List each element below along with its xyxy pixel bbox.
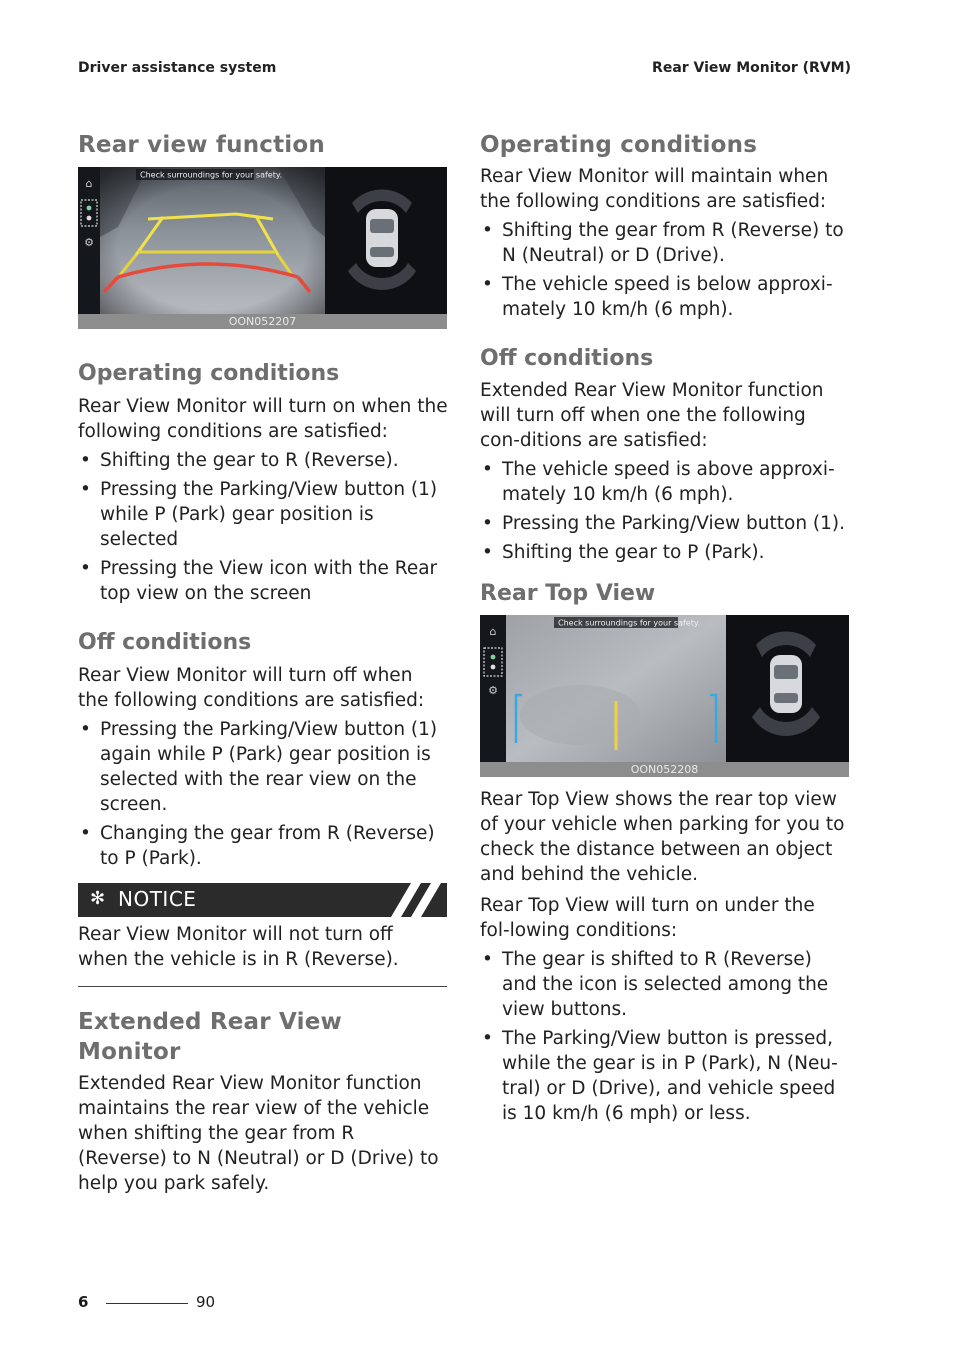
rear-view-heading: Rear view function bbox=[78, 132, 325, 158]
list-item: • The vehicle speed is below approxi-mately 10 km/h (6 mph). bbox=[482, 274, 833, 320]
section-name: Driver assistance system bbox=[78, 60, 277, 76]
running-header bbox=[78, 60, 851, 80]
operating-conditions-heading-2: Operating conditions bbox=[480, 132, 758, 158]
operating-list bbox=[78, 448, 448, 606]
off-list-2 bbox=[480, 457, 850, 565]
camera-warning-text: Check surroundings for your safety. bbox=[140, 170, 283, 180]
rear-top-view-heading: Rear Top View bbox=[480, 581, 656, 606]
section-divider bbox=[78, 986, 447, 987]
list-item: • Shifting the gear to P (Park). bbox=[482, 542, 765, 563]
operating-intro: Rear View Monitor will turn on when the following conditions are satisfied: bbox=[78, 396, 448, 442]
list-item: • Pressing the Parking/View button (1) again while P (Park) gear position is selected with the rear view on the screen. bbox=[80, 719, 438, 815]
svg-text:⌂: ⌂ bbox=[85, 177, 93, 190]
footer-rule bbox=[106, 1303, 188, 1304]
list-item: • Pressing the Parking/View button (1). bbox=[482, 513, 846, 534]
rear-top-view-figure bbox=[480, 615, 849, 777]
right-column bbox=[480, 130, 850, 1126]
off-conditions-heading: Off conditions bbox=[78, 630, 252, 655]
figure-code: OON052207 bbox=[78, 314, 447, 329]
rear-top-view-image bbox=[480, 615, 849, 777]
page-number: 90 bbox=[196, 1293, 216, 1311]
rear-view-camera-image bbox=[78, 167, 447, 329]
off-intro: Rear View Monitor will turn off when the following conditions are satisfied: bbox=[78, 665, 425, 711]
svg-text:⚙: ⚙ bbox=[84, 236, 94, 249]
rear-top-view-para-1: Rear Top View shows the rear top view of your vehicle when parking for you to check the distance between an object and behind the vehicle. bbox=[480, 789, 845, 885]
chapter-number: 6 bbox=[78, 1293, 89, 1311]
camera-warning-text-2: Check surroundings for your safety. bbox=[558, 618, 701, 628]
page-footer bbox=[78, 1293, 238, 1313]
rear-view-figure bbox=[78, 167, 447, 329]
list-item: • The gear is shifted to R (Reverse) and the icon is selected among the view buttons. bbox=[482, 949, 829, 1020]
notice-banner bbox=[78, 883, 447, 917]
extended-rvm-heading: Extended Rear View Monitor bbox=[78, 1009, 342, 1065]
rear-top-view-list bbox=[480, 947, 850, 1126]
list-item: • Changing the gear from R (Reverse) to P (Park). bbox=[80, 823, 435, 869]
operating-conditions-heading: Operating conditions bbox=[78, 361, 340, 386]
svg-text:⚙: ⚙ bbox=[488, 684, 498, 697]
list-item: • Pressing the Parking/View button (1) while P (Park) gear position is selected bbox=[80, 479, 438, 550]
notice-star-icon: ✻ bbox=[90, 888, 106, 909]
list-item: • Shifting the gear to R (Reverse). bbox=[80, 450, 399, 471]
notice-stripes-icon bbox=[377, 883, 447, 917]
rear-top-view-para-2: Rear Top View will turn on under the fol-lowing conditions: bbox=[480, 895, 815, 941]
notice-text: Rear View Monitor will not turn off when the vehicle is in R (Reverse). bbox=[78, 924, 399, 970]
off-conditions-heading-2: Off conditions bbox=[480, 346, 654, 371]
operating-list-2 bbox=[480, 218, 850, 322]
off-intro-2: Extended Rear View Monitor function will turn off when one the following con-ditions are satisfied: bbox=[480, 380, 824, 451]
figure-code-2: OON052208 bbox=[480, 762, 849, 777]
extended-rvm-text: Extended Rear View Monitor function maintains the rear view of the vehicle when shifting the gear from R (Reverse) to N (Neutral) or D (Drive) to help you park safely. bbox=[78, 1073, 439, 1194]
list-item: • Pressing the View icon with the Rear top view on the screen bbox=[80, 558, 438, 604]
operating-intro-2: Rear View Monitor will maintain when the following conditions are satisfied: bbox=[480, 166, 829, 212]
left-column bbox=[78, 130, 448, 1196]
svg-text:⌂: ⌂ bbox=[489, 625, 497, 638]
off-list bbox=[78, 717, 448, 871]
list-item: • Shifting the gear from R (Reverse) to N (Neutral) or D (Drive). bbox=[482, 220, 844, 266]
notice-label: NOTICE bbox=[118, 887, 197, 911]
chapter-name: Rear View Monitor (RVM) bbox=[652, 60, 851, 76]
list-item: • The vehicle speed is above approxi-mately 10 km/h (6 mph). bbox=[482, 459, 835, 505]
list-item: • The Parking/View button is pressed, while the gear is in P (Park), N (Neu-tral) or D (Drive), and vehicle speed is 10 km/h (6 mph) or less. bbox=[482, 1028, 838, 1124]
